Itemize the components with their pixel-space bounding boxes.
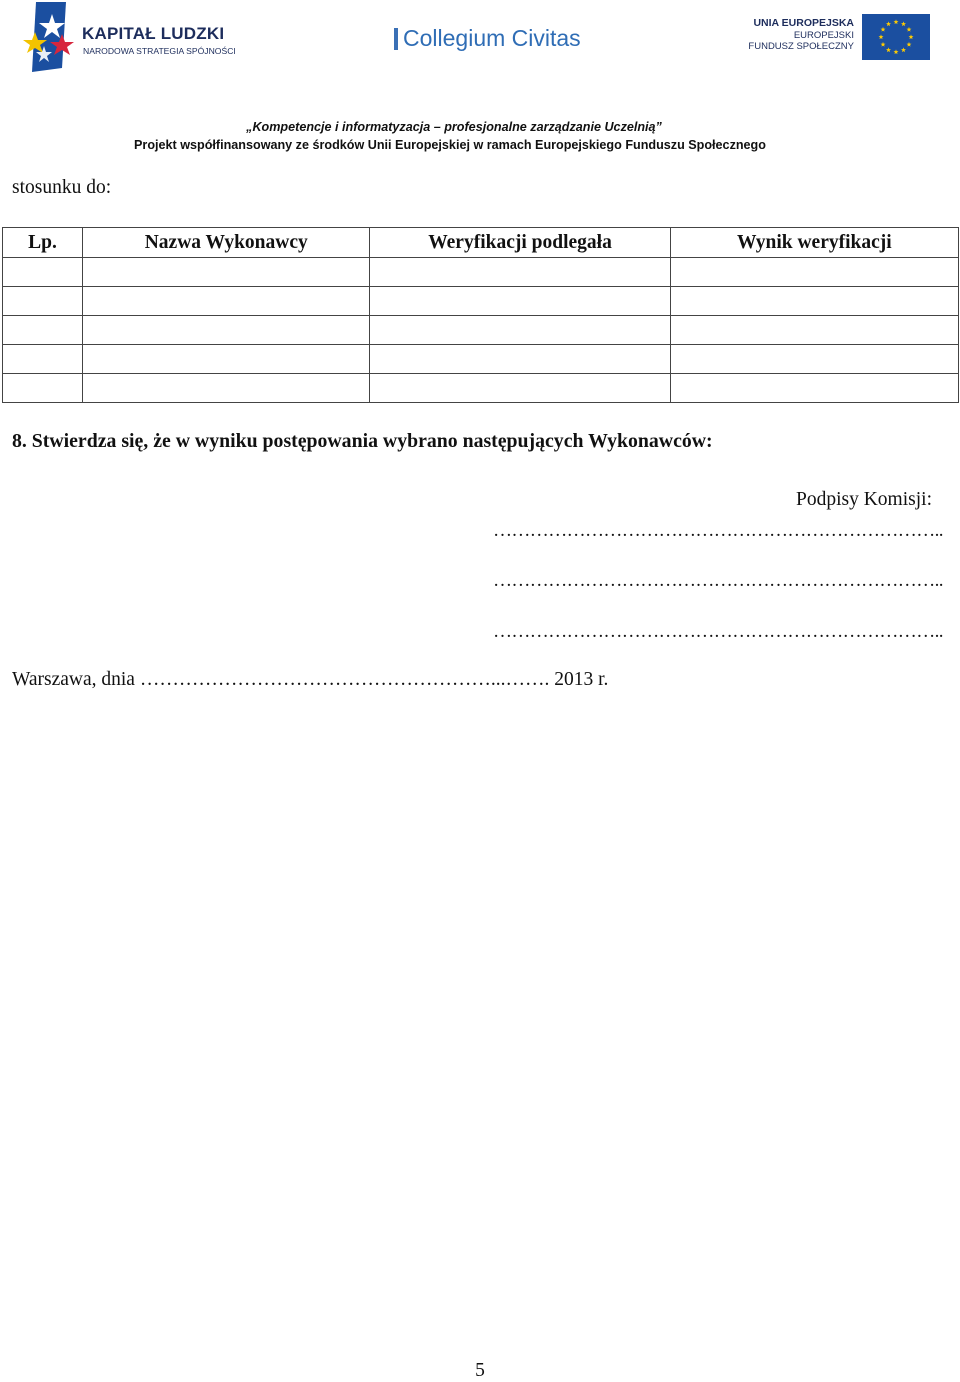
page-number: 5 (475, 1360, 485, 1381)
column-header-verification-result: Wynik weryfikacji (670, 228, 958, 258)
signature-line: ……………………………………………………………….. (493, 621, 943, 642)
table-row (3, 316, 959, 345)
unia-europejska-line1: UNIA EUROPEJSKA (753, 17, 854, 29)
table-cell (670, 258, 958, 287)
table-row (3, 374, 959, 403)
table-cell (370, 316, 670, 345)
table-cell (3, 345, 83, 374)
unia-europejska-text (748, 18, 854, 53)
table-cell (3, 316, 83, 345)
unia-europejska-line2: EUROPEJSKI (793, 29, 854, 41)
table-row (3, 258, 959, 287)
column-header-verified-item: Weryfikacji podlegała (370, 228, 670, 258)
unia-europejska-line3: FUNDUSZ SPOŁECZNY (748, 41, 854, 52)
signature-line: ……………………………………………………………….. (493, 570, 943, 591)
project-banner (0, 118, 900, 154)
unia-europejska-logo (748, 14, 932, 62)
table-cell (83, 258, 370, 287)
table-cell (83, 345, 370, 374)
table-cell (83, 374, 370, 403)
column-header-contractor-name: Nazwa Wykonawcy (83, 228, 370, 258)
table-cell (670, 345, 958, 374)
verification-table (2, 227, 959, 403)
table-cell (370, 287, 670, 316)
signature-line: ……………………………………………………………….. (493, 520, 943, 541)
kapital-ludzki-title: KAPITAŁ LUDZKI (82, 24, 225, 43)
eu-flag-icon (862, 14, 930, 60)
table-cell (3, 374, 83, 403)
table-cell (83, 316, 370, 345)
signatures-label: Podpisy Komisji: (796, 489, 932, 510)
table-row (3, 345, 959, 374)
table-cell (3, 258, 83, 287)
collegium-civitas-name: Collegium Civitas (403, 25, 581, 51)
table-cell (670, 316, 958, 345)
kapital-ludzki-subtitle: NARODOWA STRATEGIA SPÓJNOŚCI (83, 46, 236, 56)
table-cell (3, 287, 83, 316)
table-cell (670, 374, 958, 403)
table-header-row (3, 228, 959, 258)
collegium-civitas-mark-icon (394, 28, 398, 50)
table-cell (370, 345, 670, 374)
table-cell (370, 258, 670, 287)
table-cell (83, 287, 370, 316)
section-8-heading: 8. Stwierdza się, że w wyniku postępowania wybrano następujących Wykonawców: (12, 430, 713, 452)
kapital-ludzki-logo (22, 2, 237, 74)
project-title: „Kompetencje i informatyzacja – profesjonalne zarządzanie Uczelnią” (246, 120, 662, 134)
project-funding-note: Projekt współfinansowany ze środków Unii Europejskiej w ramach Europejskiego Funduszu Społecznego (134, 138, 766, 152)
intro-text: stosunku do: (12, 177, 112, 198)
table-cell (670, 287, 958, 316)
table-cell (370, 374, 670, 403)
column-header-lp: Lp. (3, 228, 83, 258)
kapital-ludzki-stars-icon (22, 2, 80, 72)
table-row (3, 287, 959, 316)
collegium-civitas-logo (394, 22, 581, 56)
date-line: Warszawa, dnia ………………………………………………...……. 2013 r. (12, 669, 609, 690)
